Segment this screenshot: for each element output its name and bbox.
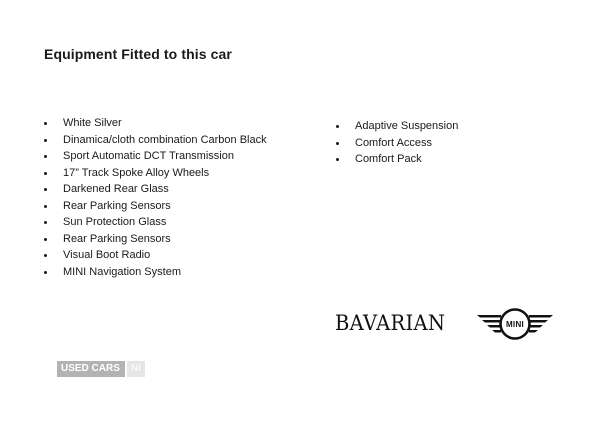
list-item: Rear Parking Sensors xyxy=(44,231,267,248)
list-item: Adaptive Suspension xyxy=(336,118,458,135)
equipment-list-right xyxy=(336,118,458,168)
list-item: Comfort Pack xyxy=(336,151,458,168)
list-item: Visual Boot Radio xyxy=(44,247,267,264)
mini-wings-logo-icon xyxy=(477,307,553,341)
list-item: Rear Parking Sensors xyxy=(44,198,267,215)
used-cars-badge xyxy=(57,361,145,377)
brand-name: BAVARIAN xyxy=(335,311,446,335)
list-item: Dinamica/cloth combination Carbon Black xyxy=(44,132,267,149)
dealer-brand xyxy=(335,311,525,335)
badge-suffix: NI xyxy=(127,361,145,377)
list-item: Sun Protection Glass xyxy=(44,214,267,231)
badge-label: USED CARS xyxy=(57,361,125,377)
list-item: Darkened Rear Glass xyxy=(44,181,267,198)
list-item: Comfort Access xyxy=(336,135,458,152)
list-item: MINI Navigation System xyxy=(44,264,267,281)
page-title: Equipment Fitted to this car xyxy=(44,46,232,62)
equipment-list-left xyxy=(44,115,267,280)
mini-logo-text: MINI xyxy=(505,320,525,329)
list-item: 17” Track Spoke Alloy Wheels xyxy=(44,165,267,182)
list-item: White Silver xyxy=(44,115,267,132)
list-item: Sport Automatic DCT Transmission xyxy=(44,148,267,165)
